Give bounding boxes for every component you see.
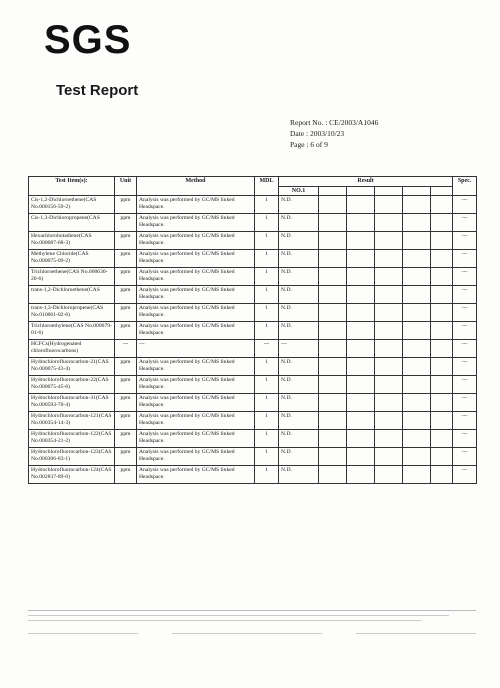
cell-mdl: ---	[255, 340, 279, 358]
cell-result-no1: N.D.	[279, 358, 319, 376]
cell-result-blank	[347, 466, 375, 484]
cell-unit: ppm	[115, 448, 137, 466]
cell-result-blank	[431, 250, 453, 268]
header-result-blank	[403, 186, 431, 196]
cell-result-blank	[403, 196, 431, 214]
cell-result-blank	[319, 286, 347, 304]
table-row	[29, 268, 477, 286]
cell-result-blank	[319, 232, 347, 250]
cell-method: Analysis was performed by GC/MS linked Headspace.	[137, 376, 255, 394]
cell-unit: ppm	[115, 394, 137, 412]
cell-spec: ---	[453, 466, 477, 484]
table-row	[29, 286, 477, 304]
cell-test-item: Hydrochlorofluorocarbon-122(CAS No.000354-21-2)	[29, 430, 115, 448]
cell-result-blank	[319, 322, 347, 340]
cell-result-no1: N.D.	[279, 286, 319, 304]
cell-unit: ppm	[115, 358, 137, 376]
cell-unit: ppm	[115, 376, 137, 394]
cell-result-blank	[347, 358, 375, 376]
table-row	[29, 448, 477, 466]
cell-result-blank	[375, 268, 403, 286]
cell-mdl: 1	[255, 268, 279, 286]
footer-disclaimer-line	[28, 620, 422, 625]
cell-spec: ---	[453, 304, 477, 322]
cell-unit: ---	[115, 340, 137, 358]
cell-method: Analysis was performed by GC/MS linked Headspace.	[137, 268, 255, 286]
header-mdl: MDL	[255, 177, 279, 196]
table-row	[29, 340, 477, 358]
cell-test-item: trans-1,3-Dichloropropene(CAS No.010061-02-6)	[29, 304, 115, 322]
cell-result-blank	[431, 214, 453, 232]
cell-result-blank	[319, 358, 347, 376]
cell-mdl: 1	[255, 304, 279, 322]
cell-result-blank	[431, 232, 453, 250]
footer-right-block	[356, 633, 476, 634]
cell-result-blank	[375, 340, 403, 358]
cell-result-blank	[403, 376, 431, 394]
cell-result-blank	[319, 196, 347, 214]
cell-result-blank	[403, 448, 431, 466]
cell-spec: ---	[453, 358, 477, 376]
table-row	[29, 232, 477, 250]
cell-result-blank	[375, 376, 403, 394]
header-result-blank	[375, 186, 403, 196]
cell-result-blank	[347, 394, 375, 412]
report-number: Report No. : CE/2003/A1046	[290, 118, 379, 127]
cell-result-blank	[319, 214, 347, 232]
cell-result-blank	[319, 466, 347, 484]
cell-result-blank	[347, 232, 375, 250]
cell-result-blank	[347, 214, 375, 232]
cell-result-no1: N.D.	[279, 232, 319, 250]
cell-unit: ppm	[115, 196, 137, 214]
cell-result-blank	[347, 268, 375, 286]
cell-test-item: trans-1,2-Dichloroethene(CAS	[29, 286, 115, 304]
cell-spec: ---	[453, 394, 477, 412]
cell-result-blank	[347, 376, 375, 394]
cell-result-blank	[431, 196, 453, 214]
header-spec: Spec.	[453, 177, 477, 196]
cell-test-item: Hydrochlorofluorocarbon-123(CAS No.000306-83-1)	[29, 448, 115, 466]
cell-method: Analysis was performed by GC/MS linked Headspace.	[137, 394, 255, 412]
cell-test-item: Hexachlorobutadiene(CAS No.000087-68-3)	[29, 232, 115, 250]
cell-unit: ppm	[115, 430, 137, 448]
cell-mdl: 1	[255, 394, 279, 412]
cell-result-blank	[347, 304, 375, 322]
cell-method: Analysis was performed by GC/MS linked Headspace.	[137, 286, 255, 304]
cell-mdl: 1	[255, 286, 279, 304]
header-result-blank	[319, 186, 347, 196]
cell-result-blank	[431, 412, 453, 430]
cell-result-blank	[403, 430, 431, 448]
cell-result-blank	[431, 376, 453, 394]
cell-result-blank	[403, 322, 431, 340]
header-unit: Unit	[115, 177, 137, 196]
cell-result-blank	[347, 250, 375, 268]
cell-test-item: Hydrochlorofluorocarbon-21(CAS No.000075-43-4)	[29, 358, 115, 376]
cell-test-item: HCFCs(Hydrogenated chlorofluorocarbons)	[29, 340, 115, 358]
cell-method: ---	[137, 340, 255, 358]
cell-spec: ---	[453, 214, 477, 232]
cell-method: Analysis was performed by GC/MS linked Headspace.	[137, 196, 255, 214]
cell-method: Analysis was performed by GC/MS linked Headspace.	[137, 322, 255, 340]
cell-result-blank	[375, 412, 403, 430]
cell-spec: ---	[453, 376, 477, 394]
cell-result-blank	[431, 340, 453, 358]
cell-method: Analysis was performed by GC/MS linked Headspace.	[137, 466, 255, 484]
footer-address	[28, 633, 476, 634]
cell-mdl: 1	[255, 430, 279, 448]
cell-result-no1: N.D.	[279, 322, 319, 340]
cell-result-blank	[375, 196, 403, 214]
header-result-blank	[347, 186, 375, 196]
table-row	[29, 466, 477, 484]
table-row	[29, 304, 477, 322]
cell-spec: ---	[453, 448, 477, 466]
cell-method: Analysis was performed by GC/MS linked Headspace.	[137, 430, 255, 448]
cell-result-blank	[403, 466, 431, 484]
cell-result-blank	[347, 448, 375, 466]
cell-result-blank	[375, 232, 403, 250]
cell-mdl: 1	[255, 358, 279, 376]
cell-result-no1: N.D.	[279, 214, 319, 232]
cell-result-blank	[431, 286, 453, 304]
cell-result-blank	[403, 304, 431, 322]
cell-spec: ---	[453, 250, 477, 268]
sgs-logo: SGS	[44, 18, 132, 62]
cell-mdl: 1	[255, 214, 279, 232]
footer-left-block	[28, 633, 138, 634]
cell-spec: ---	[453, 232, 477, 250]
cell-result-no1: N.D.	[279, 448, 319, 466]
cell-mdl: 1	[255, 196, 279, 214]
cell-result-blank	[431, 448, 453, 466]
cell-result-blank	[431, 466, 453, 484]
cell-method: Analysis was performed by GC/MS linked Headspace.	[137, 232, 255, 250]
cell-result-blank	[403, 268, 431, 286]
header-no1: NO.1	[279, 186, 319, 196]
cell-spec: ---	[453, 412, 477, 430]
cell-unit: ppm	[115, 286, 137, 304]
cell-result-blank	[375, 394, 403, 412]
cell-result-blank	[347, 412, 375, 430]
cell-spec: ---	[453, 322, 477, 340]
cell-result-blank	[375, 430, 403, 448]
cell-result-blank	[431, 268, 453, 286]
cell-result-blank	[347, 430, 375, 448]
cell-method: Analysis was performed by GC/MS linked Headspace.	[137, 304, 255, 322]
table-row	[29, 430, 477, 448]
cell-test-item: Hydrochlorofluorocarbon-124(CAS No.002837-89-0)	[29, 466, 115, 484]
header-result-blank	[431, 186, 453, 196]
cell-result-no1: N.D.	[279, 376, 319, 394]
cell-result-no1: N.D.	[279, 268, 319, 286]
cell-result-blank	[403, 394, 431, 412]
cell-result-blank	[375, 214, 403, 232]
cell-result-blank	[347, 340, 375, 358]
cell-result-blank	[403, 286, 431, 304]
cell-unit: ppm	[115, 250, 137, 268]
test-results-table	[28, 176, 477, 484]
cell-result-blank	[319, 250, 347, 268]
cell-test-item: Cis-1,3-Dichloropropene(CAS	[29, 214, 115, 232]
cell-spec: ---	[453, 430, 477, 448]
cell-test-item: Hydrochlorofluorocarbon-22(CAS No.000075-45-6)	[29, 376, 115, 394]
footer-mid-block	[172, 633, 322, 634]
cell-result-no1: N.D.	[279, 430, 319, 448]
cell-result-no1: N.D.	[279, 394, 319, 412]
cell-result-blank	[431, 430, 453, 448]
cell-result-blank	[319, 412, 347, 430]
table-row	[29, 250, 477, 268]
cell-spec: ---	[453, 286, 477, 304]
cell-result-blank	[403, 412, 431, 430]
cell-spec: ---	[453, 340, 477, 358]
cell-mdl: 1	[255, 448, 279, 466]
cell-method: Analysis was performed by GC/MS linked Headspace.	[137, 448, 255, 466]
cell-unit: ppm	[115, 214, 137, 232]
cell-unit: ppm	[115, 412, 137, 430]
cell-result-blank	[347, 196, 375, 214]
cell-result-blank	[319, 448, 347, 466]
cell-unit: ppm	[115, 322, 137, 340]
cell-result-blank	[375, 448, 403, 466]
cell-result-no1: N.D.	[279, 250, 319, 268]
cell-result-blank	[375, 358, 403, 376]
cell-test-item: Hydrochlorofluorocarbon-121(CAS No.000354-14-3)	[29, 412, 115, 430]
cell-result-blank	[319, 340, 347, 358]
table-row	[29, 196, 477, 214]
cell-result-blank	[319, 430, 347, 448]
cell-mdl: 1	[255, 412, 279, 430]
cell-unit: ppm	[115, 304, 137, 322]
page-number: Page : 6 of 9	[290, 140, 328, 149]
header-result: Result	[279, 177, 453, 187]
table-row	[29, 214, 477, 232]
cell-result-blank	[375, 286, 403, 304]
cell-test-item: Cis-1,2-Dichloroethene(CAS No.000156-59-2)	[29, 196, 115, 214]
cell-result-no1: N.D.	[279, 466, 319, 484]
table-row	[29, 412, 477, 430]
cell-result-no1: ---	[279, 340, 319, 358]
report-meta	[290, 117, 378, 150]
cell-spec: ---	[453, 268, 477, 286]
cell-mdl: 1	[255, 322, 279, 340]
cell-result-blank	[431, 394, 453, 412]
cell-result-blank	[375, 304, 403, 322]
cell-result-blank	[319, 394, 347, 412]
cell-spec: ---	[453, 196, 477, 214]
cell-method: Analysis was performed by GC/MS linked Headspace.	[137, 250, 255, 268]
cell-result-blank	[347, 286, 375, 304]
cell-unit: ppm	[115, 232, 137, 250]
cell-unit: ppm	[115, 268, 137, 286]
cell-result-blank	[319, 268, 347, 286]
cell-method: Analysis was performed by GC/MS linked Headspace.	[137, 358, 255, 376]
cell-result-blank	[375, 250, 403, 268]
cell-result-blank	[403, 340, 431, 358]
cell-result-blank	[347, 322, 375, 340]
cell-result-blank	[319, 376, 347, 394]
cell-result-blank	[431, 304, 453, 322]
cell-mdl: 1	[255, 232, 279, 250]
cell-result-blank	[431, 322, 453, 340]
cell-result-blank	[403, 232, 431, 250]
cell-result-no1: N.D.	[279, 304, 319, 322]
cell-result-blank	[319, 304, 347, 322]
cell-test-item: Methylene Chloride(CAS No.000075-09-2)	[29, 250, 115, 268]
header-method: Method	[137, 177, 255, 196]
cell-unit: ppm	[115, 466, 137, 484]
cell-test-item: Hydrochlorofluorocarbon-31(CAS No.000593-70-4)	[29, 394, 115, 412]
cell-test-item: Trichloroethylene(CAS No.000079-01-6)	[29, 322, 115, 340]
cell-result-no1: N.D.	[279, 196, 319, 214]
header-test-item: Test Item(s):	[29, 177, 115, 196]
footer	[28, 610, 476, 634]
table-row	[29, 376, 477, 394]
cell-result-blank	[375, 322, 403, 340]
cell-result-no1: N.D.	[279, 412, 319, 430]
table-row	[29, 322, 477, 340]
cell-mdl: 1	[255, 376, 279, 394]
cell-result-blank	[403, 250, 431, 268]
cell-method: Analysis was performed by GC/MS linked Headspace.	[137, 214, 255, 232]
cell-mdl: 1	[255, 250, 279, 268]
cell-result-blank	[403, 214, 431, 232]
cell-mdl: 1	[255, 466, 279, 484]
cell-result-blank	[375, 466, 403, 484]
page-title: Test Report	[56, 82, 139, 99]
table-row	[29, 358, 477, 376]
cell-result-blank	[403, 358, 431, 376]
table-row	[29, 394, 477, 412]
cell-result-blank	[431, 358, 453, 376]
cell-test-item: Trichloroethene(CAS No.000630-20-6)	[29, 268, 115, 286]
cell-method: Analysis was performed by GC/MS linked Headspace.	[137, 412, 255, 430]
report-date: Date : 2003/10/23	[290, 129, 345, 138]
